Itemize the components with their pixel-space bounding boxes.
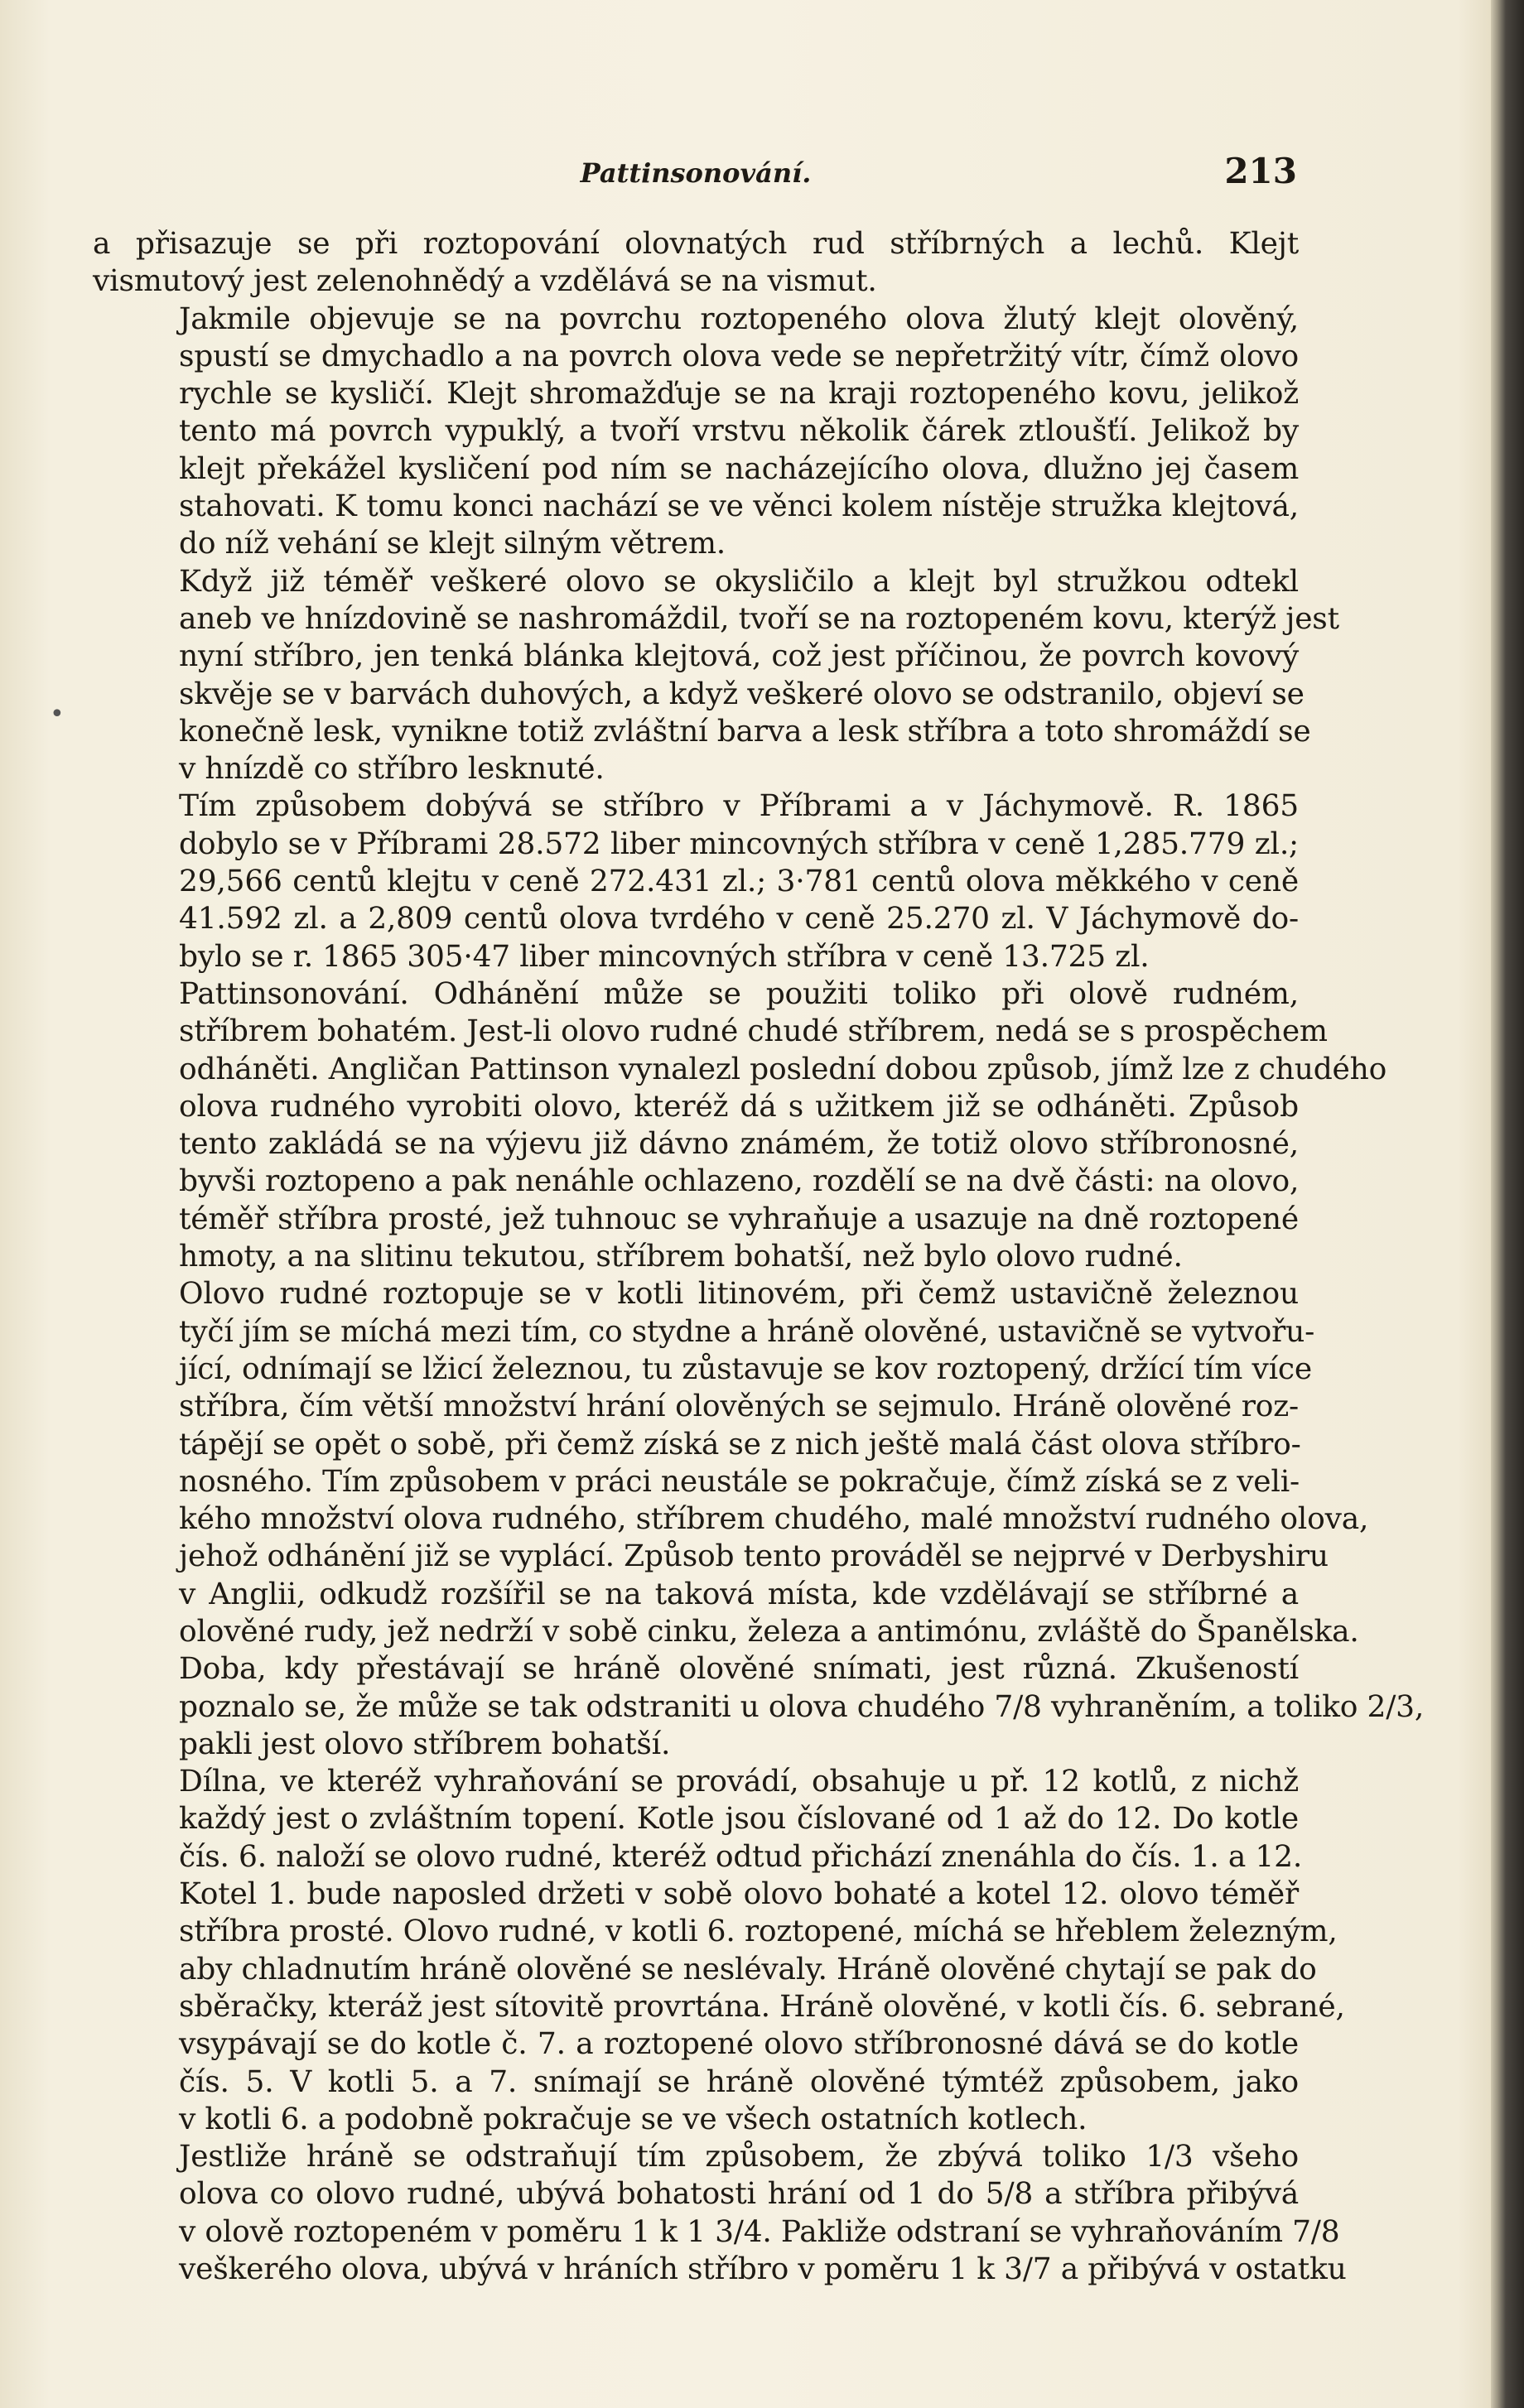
margin-mark: •	[50, 700, 65, 729]
text-line: do níž vehání se klejt silným větrem.	[179, 527, 726, 561]
paragraph	[93, 1650, 1425, 1763]
paragraph	[93, 787, 1299, 975]
text-line: jící, odnímají se lžicí železnou, tu zůstavuje se kov roztopený, držící tím více	[179, 1351, 1312, 1386]
text-line: sběračky, kteráž jest sítovitě provrtána. Hráně olověné, v kotli čís. 6. sebrané,	[179, 1989, 1345, 2024]
text-line: odháněti. Angličan Pattinson vynalezl poslední dobou způsob, jímž lze z chudého	[179, 1052, 1387, 1086]
text-line: konečně lesk, vynikne totiž zvláštní barva a lesk stříbra a toto shromáždí se	[179, 714, 1311, 749]
text-line: tento zakládá se na výjevu již dávno známém, že totiž olovo stříbronosné,	[179, 1127, 1299, 1162]
text-line: dobylo se v Příbrami 28.572 liber mincovných stříbra v ceně 1,285.779 zl.;	[179, 826, 1299, 861]
paragraph	[93, 975, 1387, 1275]
paragraph	[93, 301, 1299, 563]
page-edge-shadow	[1491, 0, 1524, 2408]
text-line: v olově roztopeném v poměru 1 k 1 3/4. Pakliže odstraní se vyhraňováním 7/8	[179, 2214, 1340, 2249]
text-line: vismutový jest zelenohnědý a vzdělává se na vismut.	[93, 264, 877, 299]
text-line: Kotel 1. bude naposled držeti v sobě olovo bohaté a kotel 12. olovo téměř	[179, 1877, 1299, 1912]
text-line: Jestliže hráně se odstraňují tím způsobem, že zbývá toliko 1/3 všeho	[179, 2140, 1299, 2174]
page-number: 213	[1224, 151, 1297, 191]
text-line: Tím způsobem dobývá se stříbro v Příbrami a v Jáchymově. R. 1865	[179, 789, 1299, 824]
text-line: tyčí jím se míchá mezi tím, co stydne a hráně olověné, ustavičně se vytvořu-	[179, 1314, 1315, 1349]
text-line: téměř stříbra prosté, jež tuhnouc se vyhraňuje a usazuje na dně roztopené	[179, 1202, 1299, 1236]
text-line: kého množství olova rudného, stříbrem chudého, malé množství rudného olova,	[179, 1502, 1369, 1537]
text-line: bylo se r. 1865 305·47 liber mincovných stříbra v ceně 13.725 zl.	[179, 939, 1150, 974]
paragraph	[93, 225, 1299, 301]
text-line: olova rudného vyrobiti olovo, kteréž dá s užitkem již se odháněti. Způsob	[179, 1089, 1299, 1124]
text-line: stříbra prosté. Olovo rudné, v kotli 6. roztopené, míchá se hřeblem železným,	[179, 1914, 1338, 1949]
text-line: 41.592 zl. a 2,809 centů olova tvrdého v ceně 25.270 zl. V Jáchymově do-	[179, 902, 1299, 937]
body-text	[93, 225, 1425, 2288]
text-line: tento má povrch vypuklý, a tvoří vrstvu několik čárek ztloušťí. Jelikož by	[179, 414, 1299, 449]
text-line: vsypávají se do kotle č. 7. a roztopené olovo stříbronosné dává se do kotle	[179, 2027, 1299, 2062]
text-line: čís. 6. naloží se olovo rudné, kteréž odtud přichází znenáhla do čís. 1. a 12.	[179, 1839, 1303, 1874]
text-line: Jakmile objevuje se na povrchu roztopeného olova žlutý klejt olověný,	[179, 301, 1299, 336]
text-line: jehož odhánění již se vyplácí. Způsob tento prováděl se nejprvé v Derbyshiru	[179, 1539, 1329, 1574]
text-line: aby chladnutím hráně olověné se neslévaly. Hráně olověné chytají se pak do	[179, 1952, 1317, 1987]
text-line: byvši roztopeno a pak nenáhle ochlazeno, rozdělí se na dvě části: na olovo,	[179, 1164, 1300, 1199]
text-line: Doba, kdy přestávají se hráně olověné snímati, jest různá. Zkušeností	[179, 1652, 1299, 1687]
text-line: veškerého olova, ubývá v hráních stříbro v poměru 1 k 3/7 a přibývá v ostatku	[179, 2252, 1347, 2287]
text-line: v kotli 6. a podobně pokračuje se ve všech ostatních kotlech.	[179, 2102, 1088, 2136]
text-line: Olovo rudné roztopuje se v kotli litinovém, při čemž ustavičně železnou	[179, 1277, 1299, 1312]
paragraph	[93, 1763, 1345, 2138]
text-line: každý jest o zvláštním topení. Kotle jsou číslované od 1 až do 12. Do kotle	[179, 1802, 1299, 1837]
text-line: olověné rudy, jež nedrží v sobě cinku, železa a antimónu, zvláště do Španělska.	[179, 1614, 1359, 1649]
text-line: tápějí se opět o sobě, při čemž získá se z nich ještě malá část olova stříbro-	[179, 1427, 1301, 1462]
text-line: skvěje se v barvách duhových, a když veškeré olovo se odstranilo, objeví se	[179, 677, 1305, 711]
running-title: Pattinsonování.	[580, 157, 812, 189]
text-line: rychle se kysličí. Klejt shromažďuje se na kraji roztopeného kovu, jelikož	[179, 377, 1299, 412]
text-line: hmoty, a na slitinu tekutou, stříbrem bohatší, než bylo olovo rudné.	[179, 1240, 1183, 1274]
paragraph	[93, 1275, 1369, 1650]
text-line: stahovati. K tomu konci nachází se ve věnci kolem nístěje stružka klejtová,	[179, 489, 1299, 524]
text-line: 29,566 centů klejtu v ceně 272.431 zl.; 3·781 centů olova měkkého v ceně	[179, 864, 1299, 899]
text-line: Dílna, ve kteréž vyhraňování se provádí, obsahuje u př. 12 kotlů, z nichž	[179, 1765, 1299, 1799]
text-line: pakli jest olovo stříbrem bohatší.	[179, 1727, 671, 1761]
text-line: poznalo se, že může se tak odstraniti u olova chudého 7/8 vyhraněním, a toliko 2/3,	[179, 1689, 1425, 1724]
text-line: a přisazuje se při roztopování olovnatých rud stříbrných a lechů. Klejt	[93, 227, 1299, 261]
text-line: Pattinsonování. Odhánění může se použiti toliko při olově rudném,	[179, 976, 1299, 1011]
text-line: stříbrem bohatém. Jest-li olovo rudné chudé stříbrem, nedá se s prospěchem	[179, 1014, 1328, 1049]
text-line: Když již téměř veškeré olovo se okysličilo a klejt byl stružkou odtekl	[179, 564, 1299, 599]
text-line: aneb ve hnízdovině se nashromáždil, tvoří se na roztopeném kovu, kterýž jest	[179, 601, 1339, 636]
text-line: v Anglii, odkudž rozšířil se na taková místa, kde vzdělávají se stříbrné a	[179, 1577, 1299, 1611]
text-line: čís. 5. V kotli 5. a 7. snímají se hráně olověné týmtéž způsobem, jako	[179, 2064, 1299, 2099]
paragraph	[93, 2138, 1347, 2288]
text-line: nyní stříbro, jen tenká blánka klejtová, což jest příčinou, že povrch kovový	[179, 639, 1299, 674]
text-line: nosného. Tím způsobem v práci neustále se pokračuje, čímž získá se z veli-	[179, 1464, 1300, 1499]
text-line: spustí se dmychadlo a na povrch olova vede se nepřetržitý vítr, čímž olovo	[179, 339, 1299, 373]
paragraph	[93, 563, 1339, 788]
text-line: olova co olovo rudné, ubývá bohatosti hrání od 1 do 5/8 a stříbra přibývá	[179, 2177, 1299, 2212]
text-line: klejt překážel kysličení pod ním se nacházejícího olova, dlužno jej časem	[179, 451, 1299, 486]
text-line: stříbra, čím větší množství hrání olověných se sejmulo. Hráně olověné roz-	[179, 1389, 1299, 1424]
page-header	[93, 147, 1299, 197]
text-line: v hnízdě co stříbro lesknuté.	[179, 752, 605, 787]
